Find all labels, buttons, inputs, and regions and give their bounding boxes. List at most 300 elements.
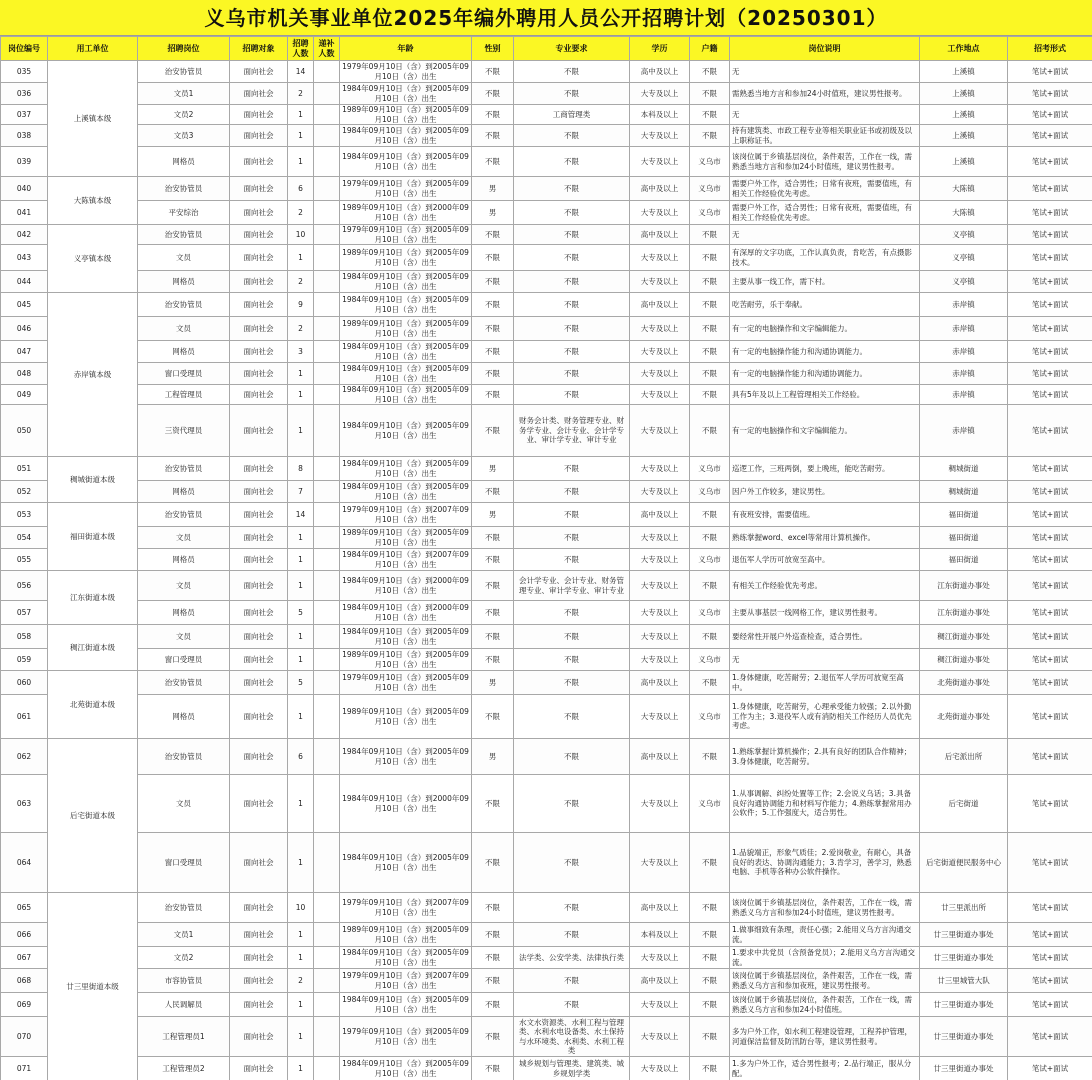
cell-desc: 该岗位属于乡镇基层岗位，条件艰苦，工作在一线，需熟悉当地方言和参加24小时值班，建议男性报考。	[730, 147, 920, 177]
cell-exam: 笔试+面试	[1008, 61, 1092, 83]
table-row	[1, 625, 1092, 649]
table-row	[1, 405, 1092, 457]
cell-edu: 大专及以上	[630, 947, 690, 969]
table-row	[1, 83, 1092, 105]
cell-post-id: 061	[1, 695, 48, 739]
cell-exam: 笔试+面试	[1008, 947, 1092, 969]
cell-post-id: 068	[1, 969, 48, 993]
cell-post-name: 网格员	[138, 481, 230, 503]
cell-hukou: 不限	[690, 341, 730, 363]
cell-sex: 不限	[472, 601, 514, 625]
cell-post-name: 文员	[138, 527, 230, 549]
table-row	[1, 571, 1092, 601]
cell-sub	[314, 293, 340, 317]
cell-post-id: 060	[1, 671, 48, 695]
cell-sex: 不限	[472, 147, 514, 177]
cell-place: 福田街道	[920, 527, 1008, 549]
cell-age: 1984年09月10日（含）到2000年09月10日（含）出生	[340, 571, 472, 601]
cell-major: 不限	[514, 61, 630, 83]
cell-age: 1989年09月10日（含）到2005年09月10日（含）出生	[340, 923, 472, 947]
cell-desc: 多为户外工作，如水利工程建设管理，工程养护管理，河道保洁监督及防汛防台等，建议男性报考。	[730, 1017, 920, 1057]
cell-unit: 义亭镇本级	[48, 225, 138, 293]
cell-target: 面向社会	[230, 969, 288, 993]
cell-sub	[314, 363, 340, 385]
table-row	[1, 601, 1092, 625]
cell-edu: 大专及以上	[630, 317, 690, 341]
cell-post-name: 窗口受理员	[138, 833, 230, 893]
cell-unit: 稠城街道本级	[48, 457, 138, 503]
cell-desc: 无	[730, 649, 920, 671]
cell-post-name: 治安协管员	[138, 671, 230, 695]
cell-edu: 大专及以上	[630, 481, 690, 503]
cell-post-name: 网格员	[138, 271, 230, 293]
cell-desc: 1.身体健康，吃苦耐劳，心理承受能力较强；2.以外勤工作为主；3.退役军人或有消防相关工作经历人员优先考虑。	[730, 695, 920, 739]
cell-edu: 大专及以上	[630, 201, 690, 225]
cell-num: 5	[288, 601, 314, 625]
cell-num: 1	[288, 125, 314, 147]
cell-post-name: 文员	[138, 775, 230, 833]
cell-target: 面向社会	[230, 341, 288, 363]
header-edu: 学历	[630, 37, 690, 61]
cell-sub	[314, 405, 340, 457]
cell-major: 不限	[514, 503, 630, 527]
cell-exam: 笔试+面试	[1008, 363, 1092, 385]
cell-post-id: 039	[1, 147, 48, 177]
cell-desc: 1.熟练掌握计算机操作；2.具有良好的团队合作精神；3.身体健康，吃苦耐劳。	[730, 739, 920, 775]
cell-sex: 不限	[472, 293, 514, 317]
cell-desc: 吃苦耐劳，乐于奉献。	[730, 293, 920, 317]
cell-desc: 持有建筑类、市政工程专业等相关职业证书或初级及以上职称证书。	[730, 125, 920, 147]
table-row	[1, 147, 1092, 177]
cell-post-id: 047	[1, 341, 48, 363]
cell-place: 廿三里城管大队	[920, 969, 1008, 993]
table-row	[1, 201, 1092, 225]
cell-hukou: 不限	[690, 271, 730, 293]
cell-sex: 不限	[472, 245, 514, 271]
cell-major: 不限	[514, 481, 630, 503]
table-row	[1, 993, 1092, 1017]
table-row	[1, 385, 1092, 405]
cell-unit: 廿三里街道本级	[48, 893, 138, 1080]
cell-sex: 男	[472, 201, 514, 225]
cell-sub	[314, 601, 340, 625]
cell-place: 大陈镇	[920, 177, 1008, 201]
cell-target: 面向社会	[230, 61, 288, 83]
cell-sub	[314, 83, 340, 105]
cell-place: 稠城街道	[920, 481, 1008, 503]
cell-age: 1984年09月10日（含）到2005年09月10日（含）出生	[340, 833, 472, 893]
table-row	[1, 481, 1092, 503]
cell-num: 1	[288, 363, 314, 385]
header-post: 招聘岗位	[138, 37, 230, 61]
cell-age: 1984年09月10日（含）到2005年09月10日（含）出生	[340, 363, 472, 385]
cell-major: 不限	[514, 893, 630, 923]
cell-edu: 大专及以上	[630, 405, 690, 457]
cell-age: 1989年09月10日（含）到2005年09月10日（含）出生	[340, 695, 472, 739]
cell-place: 福田街道	[920, 549, 1008, 571]
cell-hukou: 不限	[690, 405, 730, 457]
cell-age: 1979年09月10日（含）到2005年09月10日（含）出生	[340, 671, 472, 695]
cell-post-name: 工程管理员	[138, 385, 230, 405]
cell-post-id: 057	[1, 601, 48, 625]
cell-place: 后宅街道	[920, 775, 1008, 833]
cell-edu: 大专及以上	[630, 363, 690, 385]
cell-place: 江东街道办事处	[920, 601, 1008, 625]
cell-major: 不限	[514, 293, 630, 317]
cell-exam: 笔试+面试	[1008, 695, 1092, 739]
cell-post-name: 治安协管员	[138, 61, 230, 83]
cell-num: 3	[288, 341, 314, 363]
cell-target: 面向社会	[230, 571, 288, 601]
header-major: 专业要求	[514, 37, 630, 61]
cell-place: 稠城街道	[920, 457, 1008, 481]
cell-post-id: 046	[1, 317, 48, 341]
cell-desc: 1.从事调解、纠纷处置等工作；2.会说义乌话；3.具备良好沟通协调能力和材料写作能力；4.熟练掌握常用办公软件；5.工作强度大，适合男性。	[730, 775, 920, 833]
cell-target: 面向社会	[230, 1057, 288, 1080]
cell-sex: 男	[472, 739, 514, 775]
cell-num: 2	[288, 317, 314, 341]
cell-desc: 有一定的电脑操作和文字编辑能力。	[730, 317, 920, 341]
cell-major: 不限	[514, 671, 630, 695]
cell-sex: 不限	[472, 385, 514, 405]
cell-target: 面向社会	[230, 649, 288, 671]
cell-unit: 大陈镇本级	[48, 177, 138, 225]
cell-exam: 笔试+面试	[1008, 833, 1092, 893]
cell-place: 赤岸镇	[920, 405, 1008, 457]
cell-place: 上溪镇	[920, 61, 1008, 83]
cell-target: 面向社会	[230, 147, 288, 177]
cell-edu: 大专及以上	[630, 549, 690, 571]
cell-target: 面向社会	[230, 947, 288, 969]
cell-sex: 不限	[472, 105, 514, 125]
cell-post-name: 窗口受理员	[138, 649, 230, 671]
cell-place: 义亭镇	[920, 225, 1008, 245]
cell-num: 1	[288, 1017, 314, 1057]
cell-age: 1984年09月10日（含）到2005年09月10日（含）出生	[340, 625, 472, 649]
cell-exam: 笔试+面试	[1008, 775, 1092, 833]
cell-post-name: 文员	[138, 625, 230, 649]
cell-post-name: 工程管理员2	[138, 1057, 230, 1080]
cell-post-name: 治安协管员	[138, 293, 230, 317]
cell-target: 面向社会	[230, 923, 288, 947]
cell-edu: 高中及以上	[630, 671, 690, 695]
cell-place: 赤岸镇	[920, 385, 1008, 405]
cell-num: 2	[288, 969, 314, 993]
cell-hukou: 不限	[690, 385, 730, 405]
cell-target: 面向社会	[230, 527, 288, 549]
cell-num: 1	[288, 245, 314, 271]
table-row	[1, 549, 1092, 571]
cell-sex: 不限	[472, 893, 514, 923]
cell-target: 面向社会	[230, 363, 288, 385]
cell-exam: 笔试+面试	[1008, 201, 1092, 225]
table-row	[1, 317, 1092, 341]
cell-major: 不限	[514, 549, 630, 571]
cell-edu: 高中及以上	[630, 61, 690, 83]
cell-hukou: 不限	[690, 739, 730, 775]
cell-age: 1979年09月10日（含）到2005年09月10日（含）出生	[340, 1017, 472, 1057]
cell-age: 1989年09月10日（含）到2000年09月10日（含）出生	[340, 201, 472, 225]
cell-hukou: 不限	[690, 105, 730, 125]
cell-edu: 大专及以上	[630, 833, 690, 893]
cell-hukou: 不限	[690, 947, 730, 969]
cell-exam: 笔试+面试	[1008, 649, 1092, 671]
cell-place: 后宅街道便民服务中心	[920, 833, 1008, 893]
cell-post-id: 055	[1, 549, 48, 571]
cell-target: 面向社会	[230, 385, 288, 405]
cell-num: 1	[288, 1057, 314, 1080]
cell-post-id: 036	[1, 83, 48, 105]
cell-major: 不限	[514, 969, 630, 993]
cell-desc: 1.要求中共党员（含预备党员）；2.能用义乌方言沟通交流。	[730, 947, 920, 969]
cell-target: 面向社会	[230, 177, 288, 201]
cell-exam: 笔试+面试	[1008, 993, 1092, 1017]
cell-num: 1	[288, 385, 314, 405]
cell-age: 1984年09月10日（含）到2005年09月10日（含）出生	[340, 481, 472, 503]
cell-major: 不限	[514, 83, 630, 105]
cell-sex: 不限	[472, 571, 514, 601]
cell-post-id: 064	[1, 833, 48, 893]
table-row	[1, 947, 1092, 969]
cell-place: 福田街道	[920, 503, 1008, 527]
cell-target: 面向社会	[230, 549, 288, 571]
cell-hukou: 不限	[690, 969, 730, 993]
cell-target: 面向社会	[230, 457, 288, 481]
cell-major: 财务会计类、财务管理专业、财务学专业、会计专业、会计学专业、审计学专业、审计专业	[514, 405, 630, 457]
cell-hukou: 不限	[690, 571, 730, 601]
cell-exam: 笔试+面试	[1008, 969, 1092, 993]
cell-sub	[314, 271, 340, 293]
header-desc: 岗位说明	[730, 37, 920, 61]
cell-exam: 笔试+面试	[1008, 1017, 1092, 1057]
cell-sex: 不限	[472, 775, 514, 833]
table-row	[1, 969, 1092, 993]
cell-post-id: 048	[1, 363, 48, 385]
cell-edu: 高中及以上	[630, 969, 690, 993]
cell-sex: 不限	[472, 1057, 514, 1080]
cell-post-id: 049	[1, 385, 48, 405]
cell-target: 面向社会	[230, 893, 288, 923]
table-row	[1, 105, 1092, 125]
cell-exam: 笔试+面试	[1008, 317, 1092, 341]
cell-target: 面向社会	[230, 201, 288, 225]
cell-place: 北苑街道办事处	[920, 671, 1008, 695]
cell-post-name: 治安协管员	[138, 225, 230, 245]
cell-unit: 上溪镇本级	[48, 61, 138, 177]
cell-major: 不限	[514, 201, 630, 225]
cell-desc: 有一定的电脑操作能力和沟通协调能力。	[730, 341, 920, 363]
cell-place: 大陈镇	[920, 201, 1008, 225]
header-unit: 用工单位	[48, 37, 138, 61]
cell-place: 北苑街道办事处	[920, 695, 1008, 739]
cell-post-id: 041	[1, 201, 48, 225]
cell-target: 面向社会	[230, 125, 288, 147]
cell-major: 不限	[514, 923, 630, 947]
cell-sub	[314, 893, 340, 923]
cell-num: 1	[288, 649, 314, 671]
recruitment-table	[0, 36, 1092, 1080]
cell-sub	[314, 1057, 340, 1080]
cell-desc: 无	[730, 105, 920, 125]
cell-exam: 笔试+面试	[1008, 271, 1092, 293]
cell-sub	[314, 649, 340, 671]
cell-num: 14	[288, 503, 314, 527]
cell-sub	[314, 385, 340, 405]
cell-num: 1	[288, 833, 314, 893]
cell-desc: 1.身体健康，吃苦耐劳；2.退伍军人学历可放宽至高中。	[730, 671, 920, 695]
cell-edu: 大专及以上	[630, 1057, 690, 1080]
cell-sex: 不限	[472, 363, 514, 385]
cell-post-id: 056	[1, 571, 48, 601]
cell-major: 不限	[514, 125, 630, 147]
cell-num: 1	[288, 105, 314, 125]
table-row	[1, 457, 1092, 481]
cell-sex: 不限	[472, 625, 514, 649]
table-row	[1, 61, 1092, 83]
cell-age: 1989年09月10日（含）到2005年09月10日（含）出生	[340, 317, 472, 341]
cell-exam: 笔试+面试	[1008, 225, 1092, 245]
cell-place: 上溪镇	[920, 147, 1008, 177]
cell-hukou: 不限	[690, 293, 730, 317]
cell-sub	[314, 503, 340, 527]
cell-target: 面向社会	[230, 317, 288, 341]
cell-num: 1	[288, 405, 314, 457]
cell-hukou: 不限	[690, 1017, 730, 1057]
table-row	[1, 1057, 1092, 1080]
cell-place: 廿三里街道办事处	[920, 947, 1008, 969]
cell-age: 1979年09月10日（含）到2005年09月10日（含）出生	[340, 61, 472, 83]
cell-sub	[314, 549, 340, 571]
cell-target: 面向社会	[230, 481, 288, 503]
cell-sex: 男	[472, 671, 514, 695]
cell-edu: 高中及以上	[630, 225, 690, 245]
cell-major: 不限	[514, 341, 630, 363]
cell-desc: 有深厚的文字功底，工作认真负责，肯吃苦，有点摄影技术。	[730, 245, 920, 271]
table-row	[1, 695, 1092, 739]
cell-post-name: 网格员	[138, 549, 230, 571]
cell-desc: 需要户外工作，适合男性；日常有夜班，需要值班，有相关工作经验优先考虑。	[730, 201, 920, 225]
cell-hukou: 不限	[690, 125, 730, 147]
cell-post-id: 052	[1, 481, 48, 503]
cell-sub	[314, 225, 340, 245]
cell-post-id: 070	[1, 1017, 48, 1057]
cell-exam: 笔试+面试	[1008, 83, 1092, 105]
cell-sub	[314, 317, 340, 341]
cell-place: 上溪镇	[920, 105, 1008, 125]
cell-hukou: 义乌市	[690, 147, 730, 177]
cell-hukou: 义乌市	[690, 201, 730, 225]
cell-age: 1984年09月10日（含）到2005年09月10日（含）出生	[340, 457, 472, 481]
cell-sex: 不限	[472, 1017, 514, 1057]
cell-hukou: 不限	[690, 833, 730, 893]
cell-sex: 不限	[472, 341, 514, 363]
cell-num: 1	[288, 549, 314, 571]
cell-num: 1	[288, 527, 314, 549]
cell-place: 义亭镇	[920, 271, 1008, 293]
cell-sex: 男	[472, 457, 514, 481]
cell-post-name: 窗口受理员	[138, 363, 230, 385]
cell-edu: 大专及以上	[630, 571, 690, 601]
cell-post-id: 062	[1, 739, 48, 775]
table-row	[1, 503, 1092, 527]
cell-edu: 大专及以上	[630, 271, 690, 293]
table-row	[1, 363, 1092, 385]
cell-target: 面向社会	[230, 105, 288, 125]
table-row	[1, 341, 1092, 363]
cell-num: 1	[288, 695, 314, 739]
cell-age: 1989年09月10日（含）到2005年09月10日（含）出生	[340, 527, 472, 549]
cell-edu: 本科及以上	[630, 923, 690, 947]
cell-exam: 笔试+面试	[1008, 405, 1092, 457]
cell-major: 不限	[514, 527, 630, 549]
cell-major: 会计学专业、会计专业、财务管理专业、审计学专业、审计专业	[514, 571, 630, 601]
cell-sex: 不限	[472, 125, 514, 147]
cell-sub	[314, 671, 340, 695]
cell-age: 1984年09月10日（含）到2000年09月10日（含）出生	[340, 775, 472, 833]
cell-major: 不限	[514, 833, 630, 893]
cell-edu: 大专及以上	[630, 775, 690, 833]
cell-sub	[314, 571, 340, 601]
table-row	[1, 775, 1092, 833]
cell-post-id: 051	[1, 457, 48, 481]
cell-exam: 笔试+面试	[1008, 625, 1092, 649]
cell-place: 稠江街道办事处	[920, 649, 1008, 671]
cell-age: 1984年09月10日（含）到2005年09月10日（含）出生	[340, 739, 472, 775]
cell-hukou: 义乌市	[690, 177, 730, 201]
cell-hukou: 义乌市	[690, 695, 730, 739]
cell-age: 1984年09月10日（含）到2007年09月10日（含）出生	[340, 549, 472, 571]
cell-exam: 笔试+面试	[1008, 1057, 1092, 1080]
cell-num: 5	[288, 671, 314, 695]
cell-sex: 不限	[472, 695, 514, 739]
header-target: 招聘对象	[230, 37, 288, 61]
cell-major: 不限	[514, 317, 630, 341]
cell-post-name: 人民调解员	[138, 993, 230, 1017]
cell-exam: 笔试+面试	[1008, 503, 1092, 527]
cell-target: 面向社会	[230, 993, 288, 1017]
cell-age: 1979年09月10日（含）到2007年09月10日（含）出生	[340, 969, 472, 993]
cell-desc: 因户外工作较多，建议男性。	[730, 481, 920, 503]
cell-unit: 北苑街道本级	[48, 671, 138, 739]
table-row	[1, 271, 1092, 293]
cell-sub	[314, 993, 340, 1017]
cell-age: 1989年09月10日（含）到2005年09月10日（含）出生	[340, 105, 472, 125]
cell-num: 1	[288, 147, 314, 177]
cell-post-id: 065	[1, 893, 48, 923]
cell-hukou: 不限	[690, 363, 730, 385]
cell-edu: 大专及以上	[630, 457, 690, 481]
cell-edu: 大专及以上	[630, 83, 690, 105]
cell-target: 面向社会	[230, 83, 288, 105]
cell-target: 面向社会	[230, 671, 288, 695]
cell-major: 不限	[514, 177, 630, 201]
cell-target: 面向社会	[230, 503, 288, 527]
cell-major: 不限	[514, 245, 630, 271]
cell-sub	[314, 969, 340, 993]
cell-post-id: 066	[1, 923, 48, 947]
cell-exam: 笔试+面试	[1008, 571, 1092, 601]
cell-num: 2	[288, 271, 314, 293]
cell-sub	[314, 923, 340, 947]
cell-desc: 该岗位属于乡镇基层岗位，条件艰苦，工作在一线，需熟悉义乌方言和参加24小时值班。	[730, 993, 920, 1017]
cell-target: 面向社会	[230, 625, 288, 649]
cell-sex: 男	[472, 503, 514, 527]
cell-age: 1979年09月10日（含）到2005年09月10日（含）出生	[340, 177, 472, 201]
cell-sub	[314, 245, 340, 271]
header-sex: 性别	[472, 37, 514, 61]
cell-place: 赤岸镇	[920, 317, 1008, 341]
table-row	[1, 739, 1092, 775]
